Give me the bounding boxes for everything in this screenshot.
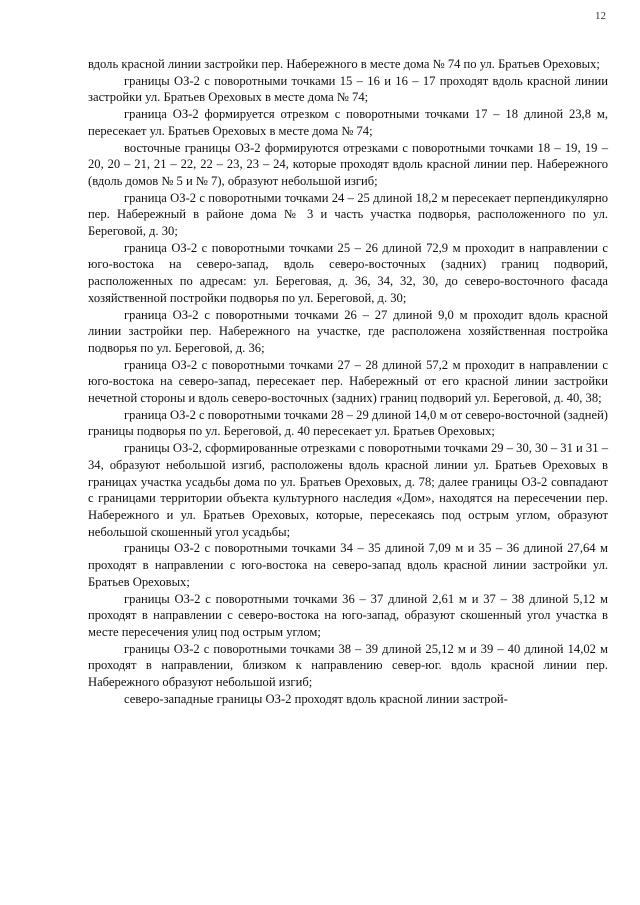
paragraph: границы ОЗ-2, сформированные отрезками с поворотными точками 29 – 30, 30 – 31 и 31 – 34, образуют небольшой изгиб, расположены вдоль красной линии ул. Братьев Ореховых в границах участка усадьбы дома по ул. Братьев Ореховых, д. 78; далее границы ОЗ-2 совпадают с границами территории объекта культурного наследия «Дом», находятся на пересечении пер. Набережного и ул. Братьев Ореховых, которые, пересекаясь под острым углом, образуют небольшой скошенный угол усадьбы; — [88, 441, 608, 539]
paragraph: граница ОЗ-2 с поворотными точками 25 – 26 длиной 72,9 м проходит в направлении с юго-востока на северо-запад, вдоль северо-восточных (задних) границ подворий, расположенных по адресам: ул. Береговая, д. 36, 34, 32, 30, до северо-восточного фасада хозяйственной постройки подворья по ул. Береговой, д. 30; — [88, 240, 608, 305]
paragraph: границы ОЗ-2 с поворотными точками 36 – 37 длиной 2,61 м и 37 – 38 длиной 5,12 м проходят в направлении с северо-востока на юго-запад, образуют скошенный угол участка в месте пересечения улиц под острым углом; — [88, 591, 608, 639]
paragraph: граница ОЗ-2 с поворотными точками 26 – 27 длиной 9,0 м проходит вдоль красной линии застройки пер. Набережного на участке, где расположена хозяйственная постройка подворья по ул. Береговой, д. 36; — [88, 307, 608, 355]
document-body — [88, 56, 608, 707]
paragraph: северо-западные границы ОЗ-2 проходят вдоль красной линии застрой- — [124, 691, 508, 706]
paragraph: граница ОЗ-2 с поворотными точками 28 – 29 длиной 14,0 м от северо-восточной (задней) границы подворья по ул. Береговой, д. 40 пересекает ул. Братьев Ореховых; — [88, 407, 609, 439]
paragraph: вдоль красной линии застройки пер. Набережного в месте дома № 74 по ул. Братьев Ореховых; — [88, 57, 600, 71]
paragraph: граница ОЗ-2 с поворотными точками 27 – 28 длиной 57,2 м проходит в направлении с юго-востока на северо-запад, пересекает пер. Набережный от его красной линии застройки нечетной стороны и вдоль северо-восточных (задних) границ подворий ул. Береговой, д. 40, 38; — [88, 357, 608, 406]
paragraph: границы ОЗ-2 с поворотными точками 38 – 39 длиной 25,12 м и 39 – 40 длиной 14,02 м проходят в направлении, близком к направлению север-юг. вдоль красной линии пер. Набережного образуют небольшой изгиб; — [88, 641, 608, 690]
paragraph: граница ОЗ-2 с поворотными точками 24 – 25 длиной 18,2 м пересекает перпендикулярно пер. Набережный в районе дома № 3 и часть участка подворья, расположенного по ул. Береговой, д. 30; — [88, 190, 608, 239]
page-number: 12 — [595, 10, 606, 22]
paragraph: границы ОЗ-2 с поворотными точками 34 – 35 длиной 7,09 м и 35 – 36 длиной 27,64 м проходят в направлении с юго-востока на северо-запад вдоль красной линии застройки ул. Братьев Ореховых; — [88, 541, 608, 589]
paragraph: восточные границы ОЗ-2 формируются отрезками с поворотными точками 18 – 19, 19 – 20, 20 – 21, 21 – 22, 22 – 23, 23 – 24, которые проходят вдоль красной линии пер. Набережного (вдоль домов № 5 и № 7), образуют небольшой изгиб; — [88, 140, 608, 188]
paragraph: границы ОЗ-2 с поворотными точками 15 – 16 и 16 – 17 проходят вдоль красной линии застройки ул. Братьев Ореховых в месте дома № 74; — [88, 73, 608, 105]
paragraph: граница ОЗ-2 формируется отрезком с поворотными точками 17 – 18 длиной 23,8 м, пересекает ул. Братьев Ореховых в месте дома № 74; — [88, 107, 608, 138]
